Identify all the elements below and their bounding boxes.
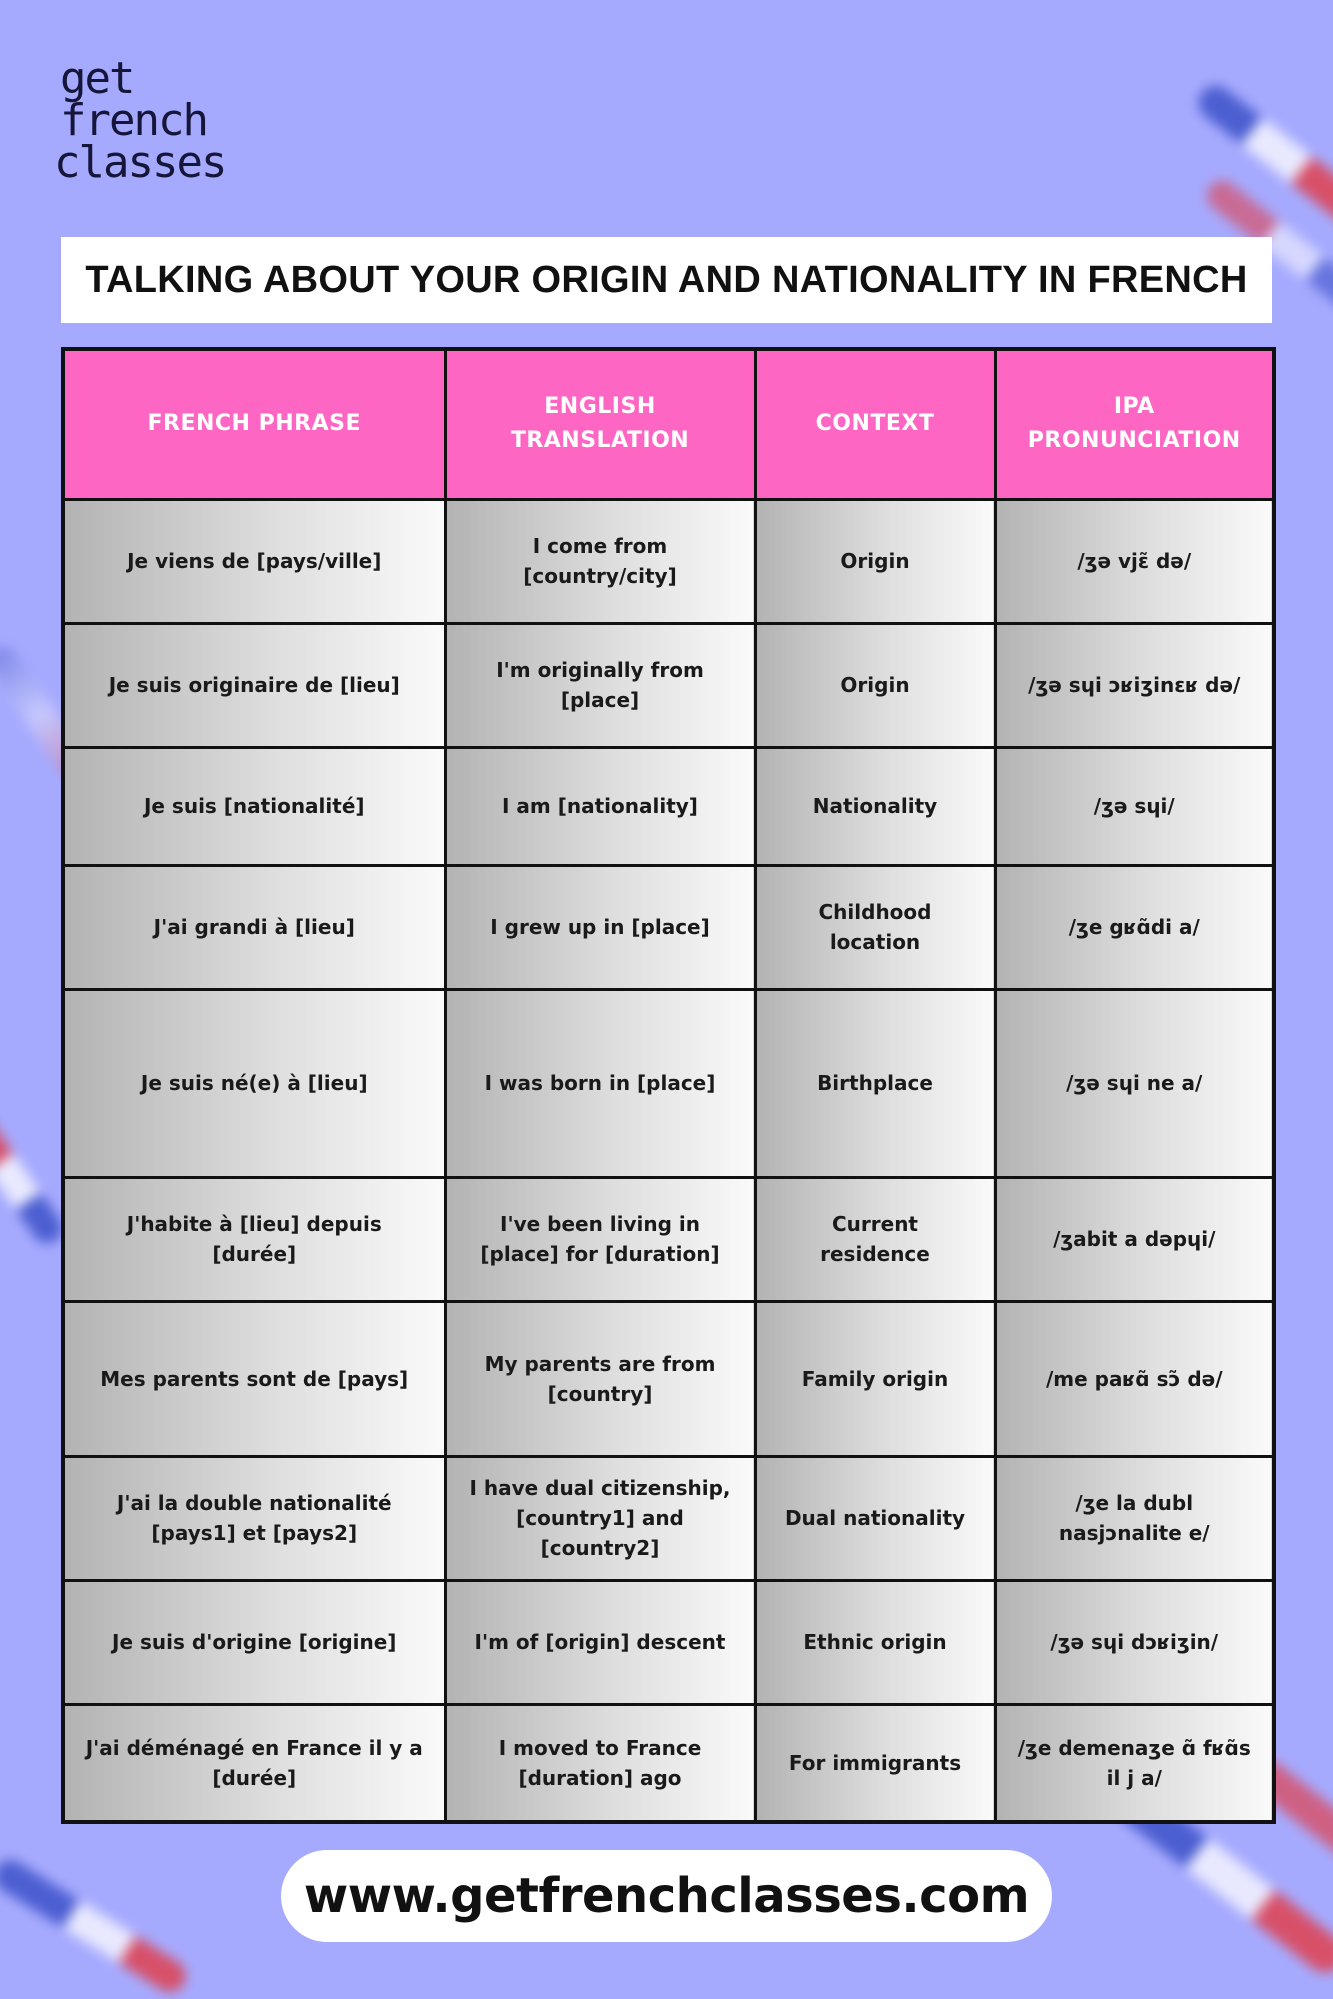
column-header-context: CONTEXT — [755, 349, 995, 499]
cell-french-phrase: Mes parents sont de [pays] — [63, 1301, 445, 1456]
cell-context: Birthplace — [755, 989, 995, 1177]
cell-english-translation: My parents are from [country] — [445, 1301, 755, 1456]
cell-context: Origin — [755, 623, 995, 747]
table-row — [63, 747, 1274, 865]
flag-ribbon-decoration — [0, 1854, 192, 1998]
cell-ipa: /ʒe la dubl nasjɔnalite e/ — [995, 1456, 1274, 1580]
cell-french-phrase: J'ai la double nationalité [pays1] et [pays2] — [63, 1456, 445, 1580]
cell-context: Dual nationality — [755, 1456, 995, 1580]
title-banner — [61, 237, 1272, 323]
cell-french-phrase: Je suis [nationalité] — [63, 747, 445, 865]
table-header-row — [63, 349, 1274, 499]
cell-french-phrase: Je suis originaire de [lieu] — [63, 623, 445, 747]
cell-english-translation: I come from [country/city] — [445, 499, 755, 623]
cell-english-translation: I was born in [place] — [445, 989, 755, 1177]
cell-ipa: /ʒə sɥi dɔʁiʒin/ — [995, 1580, 1274, 1704]
table-row — [63, 1580, 1274, 1704]
table-row — [63, 1177, 1274, 1301]
cell-context: Current residence — [755, 1177, 995, 1301]
cell-context: For immigrants — [755, 1704, 995, 1822]
cell-english-translation: I am [nationality] — [445, 747, 755, 865]
logo-line-classes: classes — [54, 137, 226, 188]
cell-ipa: /ʒə sɥi/ — [995, 747, 1274, 865]
table-row — [63, 1301, 1274, 1456]
cell-context: Ethnic origin — [755, 1580, 995, 1704]
cell-english-translation: I've been living in [place] for [duration] — [445, 1177, 755, 1301]
table-row — [63, 1704, 1274, 1822]
cell-english-translation: I have dual citizenship, [country1] and [country2] — [445, 1456, 755, 1580]
cell-context: Childhood location — [755, 865, 995, 989]
table-row — [63, 623, 1274, 747]
cell-english-translation: I'm of [origin] descent — [445, 1580, 755, 1704]
cell-french-phrase: Je suis né(e) à [lieu] — [63, 989, 445, 1177]
cell-french-phrase: Je viens de [pays/ville] — [63, 499, 445, 623]
phrases-table — [61, 347, 1276, 1824]
cell-ipa: /ʒe gʁɑ̃di a/ — [995, 865, 1274, 989]
cell-context: Nationality — [755, 747, 995, 865]
website-link-pill[interactable] — [281, 1850, 1052, 1942]
column-header-french: FRENCH PHRASE — [63, 349, 445, 499]
cell-ipa: /ʒabit a dəpɥi/ — [995, 1177, 1274, 1301]
cell-context: Origin — [755, 499, 995, 623]
cell-french-phrase: J'ai déménagé en France il y a [durée] — [63, 1704, 445, 1822]
cell-ipa: /ʒə vjɛ̃ də/ — [995, 499, 1274, 623]
column-header-ipa: IPA PRONUNCIATION — [995, 349, 1274, 499]
website-url[interactable]: www.getfrenchclasses.com — [303, 1868, 1030, 1924]
brand-logo — [54, 53, 226, 188]
cell-ipa: /ʒe demenaʒe ɑ̃ fʁɑ̃s il j a/ — [995, 1704, 1274, 1822]
page-title: TALKING ABOUT YOUR ORIGIN AND NATIONALITY IN FRENCH — [85, 258, 1248, 301]
logo-line-get: get — [60, 53, 134, 104]
cell-ipa: /me paʁɑ̃ sɔ̃ də/ — [995, 1301, 1274, 1456]
table-row — [63, 989, 1274, 1177]
cell-english-translation: I'm originally from [place] — [445, 623, 755, 747]
table-row — [63, 499, 1274, 623]
cell-ipa: /ʒə sɥi ɔʁiʒinɛʁ də/ — [995, 623, 1274, 747]
cell-english-translation: I grew up in [place] — [445, 865, 755, 989]
table-row — [63, 1456, 1274, 1580]
table-row — [63, 865, 1274, 989]
flag-ribbon-decoration — [0, 1101, 68, 1249]
logo-line-french: french — [60, 95, 207, 146]
column-header-english: ENGLISH TRANSLATION — [445, 349, 755, 499]
cell-ipa: /ʒə sɥi ne a/ — [995, 989, 1274, 1177]
cell-french-phrase: Je suis d'origine [origine] — [63, 1580, 445, 1704]
cell-context: Family origin — [755, 1301, 995, 1456]
cell-english-translation: I moved to France [duration] ago — [445, 1704, 755, 1822]
cell-french-phrase: J'ai grandi à [lieu] — [63, 865, 445, 989]
cell-french-phrase: J'habite à [lieu] depuis [durée] — [63, 1177, 445, 1301]
